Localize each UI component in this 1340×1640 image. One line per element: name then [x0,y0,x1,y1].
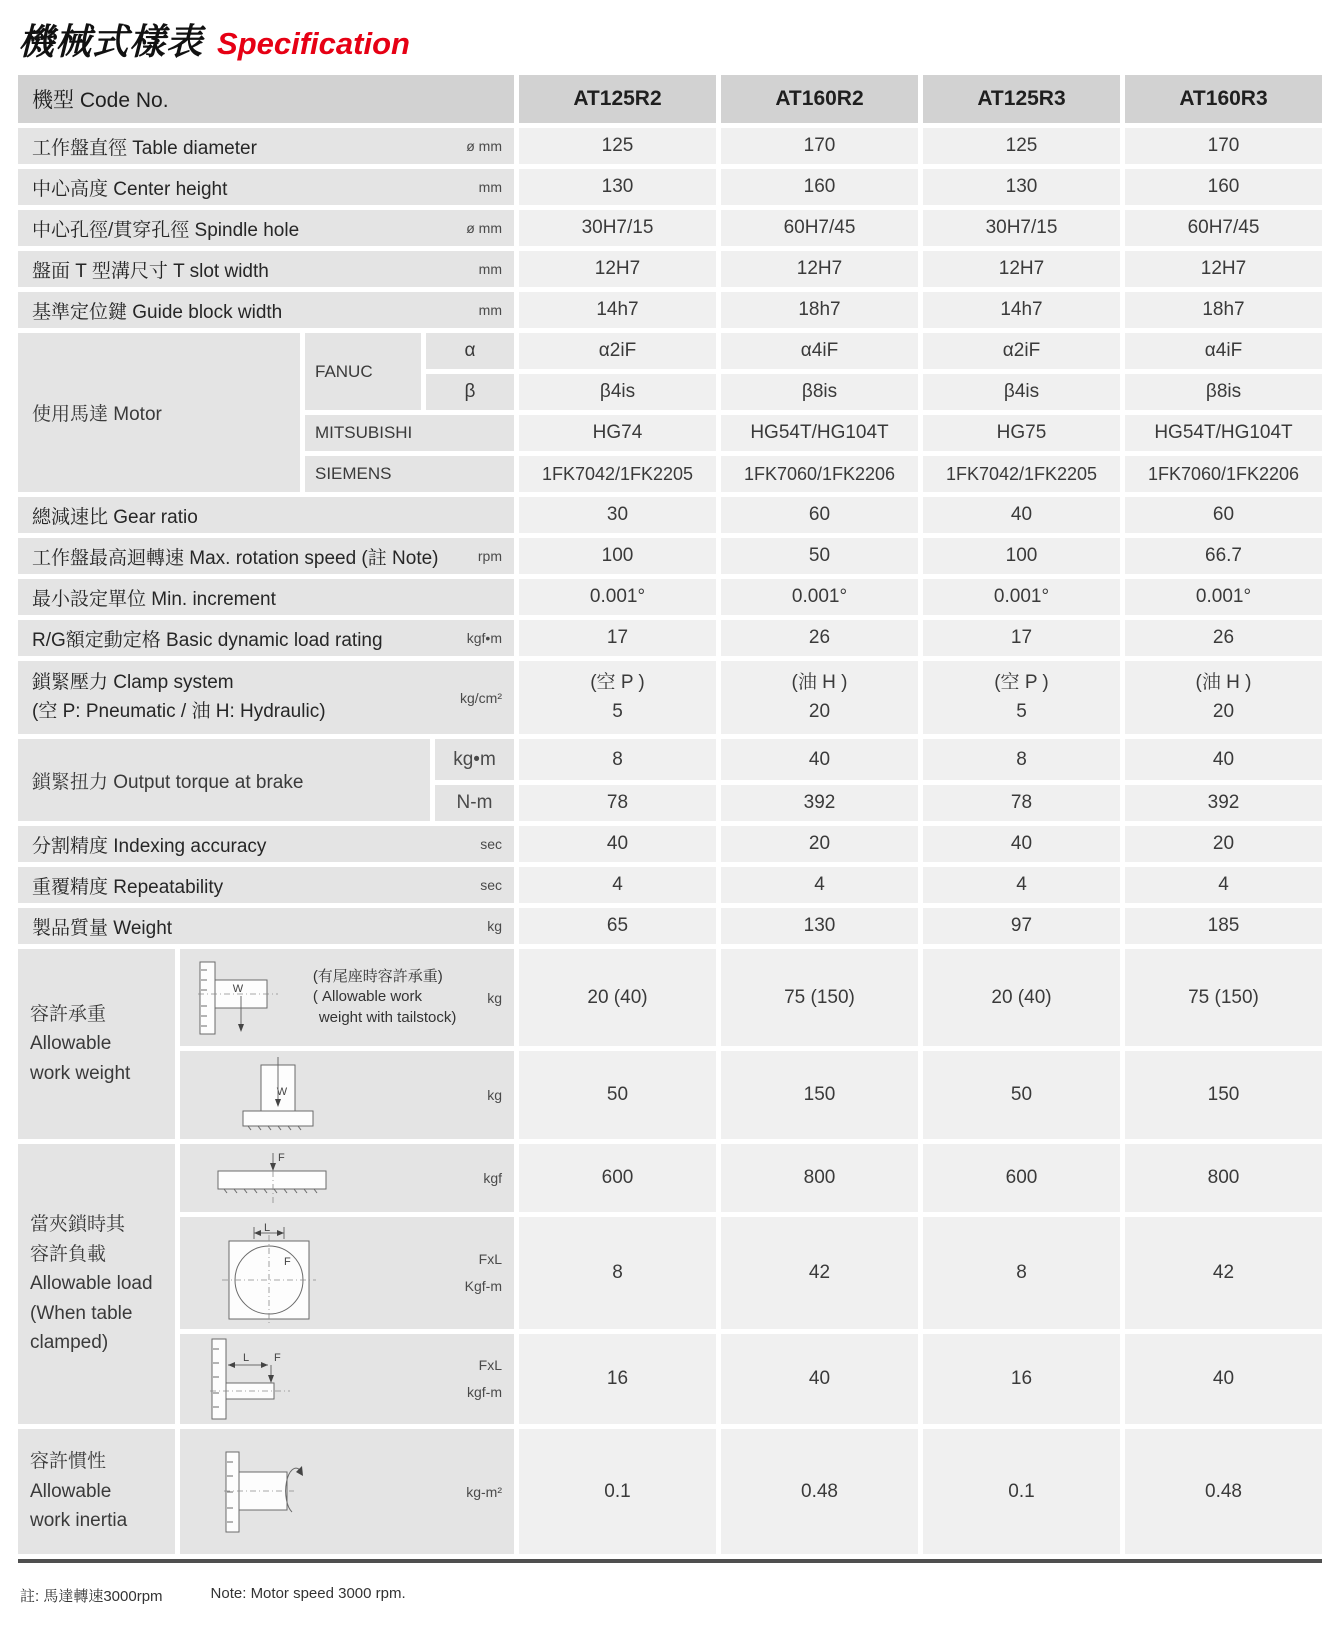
value-cell: β8is [1125,374,1322,410]
value-cell: 100 [923,538,1120,574]
alpha-symbol: α [426,333,514,369]
value-cell: 0.1 [923,1429,1120,1554]
value-cell: 20 (40) [923,949,1120,1046]
row-t-slot-width [18,251,1322,287]
value-cell: 0.001° [721,579,918,615]
footnote-zh: 註: 馬達轉速3000rpm [20,1588,163,1605]
svg-text:F: F [284,1256,291,1268]
value-cell: 600 [923,1144,1120,1212]
row-motor [18,333,1322,492]
svg-text:W: W [232,982,244,995]
model-header: AT160R3 [1125,75,1322,123]
value-cell: 150 [721,1051,918,1139]
value-cell: 40 [519,826,716,862]
value-cell: 26 [1125,620,1322,656]
value-cell: 130 [519,169,716,205]
value-cell: 130 [721,908,918,944]
value-cell: 50 [519,1051,716,1139]
table-bottom-rule [18,1559,1322,1563]
svg-text:F: F [274,1352,281,1364]
svg-text:L: L [263,1223,271,1234]
value-cell: 30H7/15 [923,210,1120,246]
value-cell: β4is [923,374,1120,410]
value-cell: α2iF [923,333,1120,369]
value-cell: 20 (40) [519,949,716,1046]
value-cell: 4 [721,867,918,903]
value-cell: 78 [923,785,1120,821]
torque-unit-kgm: kg•m [435,739,514,780]
value-cell: 18h7 [1125,292,1322,328]
row-unit: FxL Kgf-m [464,1251,502,1294]
section-allowable-work-weight [18,949,1322,1139]
value-cell: 12H7 [923,251,1120,287]
value-cell: 40 [1125,739,1322,780]
clamp-label: 鎖緊壓力 Clamp system (空 P: Pneumatic / 油 H: Hydraulic) [32,672,326,722]
value-cell: 75 (150) [721,949,918,1046]
value-cell: 40 [1125,1334,1322,1424]
value-cell: 60 [1125,497,1322,533]
row-unit: ø mm [466,138,502,154]
value-cell: 12H7 [1125,251,1322,287]
value-cell: 170 [721,128,918,164]
value-cell: 8 [519,1217,716,1329]
row-unit: ø mm [466,220,502,236]
tailstock-work-weight-diagram [198,960,282,1036]
value-cell: α2iF [519,333,716,369]
row-clamp-system [18,661,1322,734]
row-label: 重覆精度 Repeatability [32,876,224,898]
value-cell: β8is [721,374,918,410]
value-cell: 150 [1125,1051,1322,1139]
fanuc-label: FANUC [305,333,421,410]
radial-moment-diagram [222,1223,316,1323]
code-no-header: 機型 Code No. [18,75,514,123]
siemens-label: SIEMENS [305,456,514,492]
row-unit: kg/cm² [460,689,502,706]
value-cell: 1FK7060/1FK2206 [1125,456,1322,492]
tailstock-caption: (有尾座時容許承重) ( Allowable work weight with tailstock) [312,968,457,1026]
row-unit: FxL kgf-m [467,1357,502,1400]
row-max-rotation-speed [18,538,1322,574]
row-gear-ratio [18,497,1322,533]
row-weight [18,908,1322,944]
section-allowable-load [18,1144,1322,1424]
value-cell: 185 [1125,908,1322,944]
value-cell: 0.001° [1125,579,1322,615]
value-cell: HG74 [519,415,716,451]
value-cell: 42 [1125,1217,1322,1329]
value-cell: HG54T/HG104T [721,415,918,451]
value-cell: 100 [519,538,716,574]
value-cell: (油 H ) 20 [721,661,918,734]
value-cell: 392 [1125,785,1322,821]
row-output-torque [18,739,1322,821]
row-center-height [18,169,1322,205]
value-cell: 60 [721,497,918,533]
row-spindle-hole [18,210,1322,246]
value-cell: 4 [519,867,716,903]
value-cell: 8 [923,739,1120,780]
value-cell: 16 [519,1334,716,1424]
value-cell: 12H7 [519,251,716,287]
value-cell: 1FK7060/1FK2206 [721,456,918,492]
value-cell: 50 [721,538,918,574]
value-cell: 65 [519,908,716,944]
row-min-increment [18,579,1322,615]
value-cell: 20 [721,826,918,862]
value-cell: 800 [1125,1144,1322,1212]
value-cell: 75 (150) [1125,949,1322,1046]
row-label: 總減速比 Gear ratio [32,506,198,528]
row-indexing-accuracy [18,826,1322,862]
header-row [18,75,1322,123]
value-cell: 40 [721,1334,918,1424]
section-allowable-inertia [18,1429,1322,1554]
row-unit: kg [487,918,502,934]
value-cell: HG54T/HG104T [1125,415,1322,451]
row-repeatability [18,867,1322,903]
allowable-work-weight-label: 容許承重 Allowable work weight [18,949,175,1139]
mitsubishi-label: MITSUBISHI [305,415,514,451]
value-cell: HG75 [923,415,1120,451]
thrust-load-diagram [216,1151,330,1205]
row-label: 工作盤最高迴轉速 Max. rotation speed (註 Note) [32,547,439,569]
value-cell: 8 [519,739,716,780]
model-header: AT125R3 [923,75,1120,123]
spec-table [18,75,1322,1554]
row-label: 中心孔徑/貫穿孔徑 Spindle hole [32,219,300,241]
row-load-rating [18,620,1322,656]
torque-label: 鎖緊扭力 Output torque at brake [18,739,430,821]
svg-text:W: W [276,1086,288,1098]
row-label: 分割精度 Indexing accuracy [32,835,267,857]
value-cell: 160 [721,169,918,205]
row-unit: kg-m² [466,1483,502,1500]
allowable-inertia-label: 容許慣性 Allowable work inertia [18,1429,175,1554]
allowable-load-label: 當夾鎖時其 容許負載 Allowable load (When table clamped) [18,1144,175,1424]
value-cell: 30H7/15 [519,210,716,246]
row-unit: kgf [483,1170,502,1186]
value-cell: 800 [721,1144,918,1212]
value-cell: 40 [721,739,918,780]
table-work-weight-diagram [240,1055,316,1135]
page-title-en: Specification [217,26,410,61]
value-cell: 0.48 [721,1429,918,1554]
value-cell: 8 [923,1217,1120,1329]
value-cell: 60H7/45 [1125,210,1322,246]
footnote [20,1585,1340,1606]
value-cell: 0.1 [519,1429,716,1554]
value-cell: 1FK7042/1FK2205 [519,456,716,492]
value-cell: 60H7/45 [721,210,918,246]
inertia-diagram [224,1446,316,1538]
value-cell: 125 [519,128,716,164]
page-title-zh: 機械式樣表 [18,21,204,62]
value-cell: 600 [519,1144,716,1212]
row-label: 中心高度 Center height [32,178,228,200]
value-cell: 42 [721,1217,918,1329]
value-cell: 0.001° [923,579,1120,615]
beta-symbol: β [426,374,514,410]
svg-text:F: F [278,1152,285,1164]
row-unit: kg [487,1087,502,1103]
page-title [18,14,1340,65]
value-cell: 50 [923,1051,1120,1139]
value-cell: β4is [519,374,716,410]
value-cell: 0.001° [519,579,716,615]
model-header: AT160R2 [721,75,918,123]
value-cell: 17 [923,620,1120,656]
value-cell: 16 [923,1334,1120,1424]
value-cell: 12H7 [721,251,918,287]
row-table-diameter [18,128,1322,164]
row-unit: mm [478,261,502,277]
value-cell: 0.48 [1125,1429,1322,1554]
row-unit: sec [480,877,502,893]
value-cell: 18h7 [721,292,918,328]
svg-text:L: L [242,1352,250,1364]
row-unit: kg [487,989,502,1006]
value-cell: (油 H ) 20 [1125,661,1322,734]
value-cell: α4iF [1125,333,1322,369]
value-cell: 130 [923,169,1120,205]
row-label: 盤面 T 型溝尺寸 T slot width [32,260,269,282]
value-cell: 66.7 [1125,538,1322,574]
value-cell: 14h7 [923,292,1120,328]
row-unit: mm [478,179,502,195]
row-label: 製品質量 Weight [32,917,173,939]
value-cell: 14h7 [519,292,716,328]
footnote-en: Note: Motor speed 3000 rpm. [210,1585,406,1602]
axial-moment-diagram [210,1337,310,1421]
value-cell: 17 [519,620,716,656]
value-cell: 78 [519,785,716,821]
row-label: 最小設定單位 Min. increment [32,588,276,610]
value-cell: 26 [721,620,918,656]
value-cell: 170 [1125,128,1322,164]
motor-label: 使用馬達 Motor [18,333,300,492]
torque-unit-nm: N-m [435,785,514,821]
row-unit: kgf•m [466,630,502,646]
value-cell: (空 P ) 5 [923,661,1120,734]
value-cell: 40 [923,497,1120,533]
value-cell: 4 [1125,867,1322,903]
value-cell: 1FK7042/1FK2205 [923,456,1120,492]
model-header: AT125R2 [519,75,716,123]
value-cell: (空 P ) 5 [519,661,716,734]
row-guide-block-width [18,292,1322,328]
value-cell: 30 [519,497,716,533]
value-cell: 97 [923,908,1120,944]
row-label: R/G額定動定格 Basic dynamic load rating [32,629,383,651]
row-label: 基準定位鍵 Guide block width [32,301,283,323]
value-cell: α4iF [721,333,918,369]
value-cell: 125 [923,128,1120,164]
value-cell: 392 [721,785,918,821]
value-cell: 20 [1125,826,1322,862]
row-unit: rpm [477,548,502,564]
row-unit: sec [480,836,502,852]
value-cell: 40 [923,826,1120,862]
row-unit: mm [478,302,502,318]
value-cell: 4 [923,867,1120,903]
value-cell: 160 [1125,169,1322,205]
row-label: 工作盤直徑 Table diameter [32,137,257,159]
